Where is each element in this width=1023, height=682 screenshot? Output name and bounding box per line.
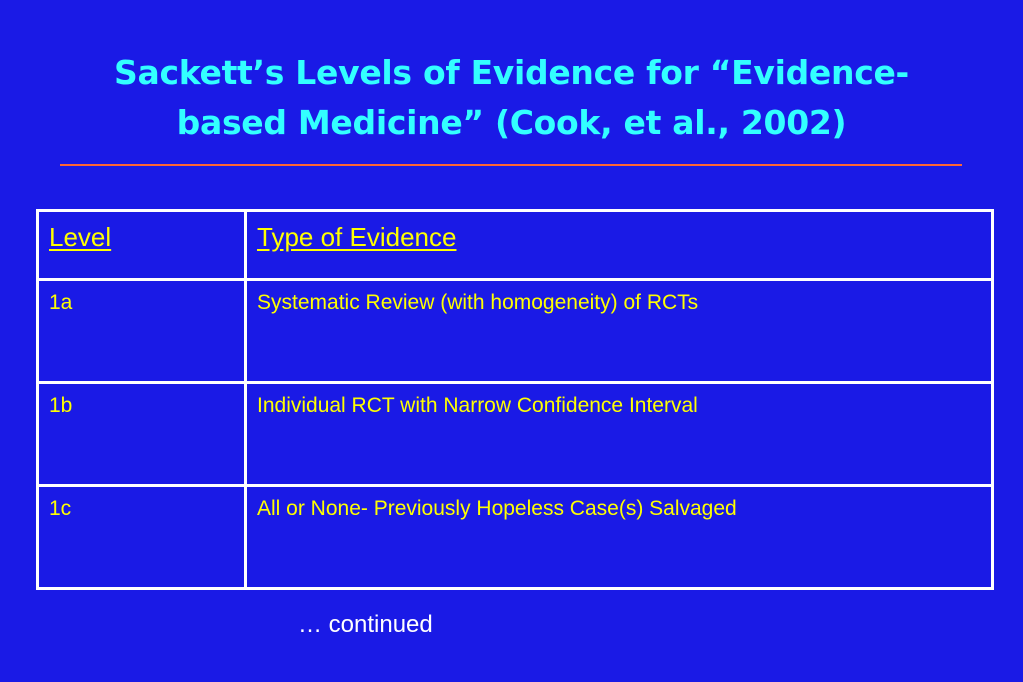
- table-header-row: [38, 211, 993, 280]
- slide-title-line-2: based Medicine” (Cook, et al., 2002): [176, 103, 847, 142]
- evidence-cell: Individual RCT with Narrow Confidence Interval: [246, 383, 993, 486]
- slide-title: [30, 48, 993, 148]
- continued-note: … continued: [298, 611, 433, 638]
- level-cell: 1b: [38, 383, 246, 486]
- level-cell: 1a: [38, 280, 246, 383]
- evidence-cell: All or None- Previously Hopeless Case(s) Salvaged: [246, 486, 993, 589]
- table-row: [38, 486, 993, 589]
- evidence-cell: Systematic Review (with homogeneity) of RCTs: [246, 280, 993, 383]
- slide-title-line-1: Sackett’s Levels of Evidence for “Evidence-: [114, 53, 909, 92]
- header-type-of-evidence: Type of Evidence: [246, 211, 993, 280]
- title-divider: [60, 164, 962, 166]
- evidence-levels-table: [36, 209, 994, 590]
- header-level: Level: [38, 211, 246, 280]
- table-row: [38, 383, 993, 486]
- level-cell: 1c: [38, 486, 246, 589]
- table-row: [38, 280, 993, 383]
